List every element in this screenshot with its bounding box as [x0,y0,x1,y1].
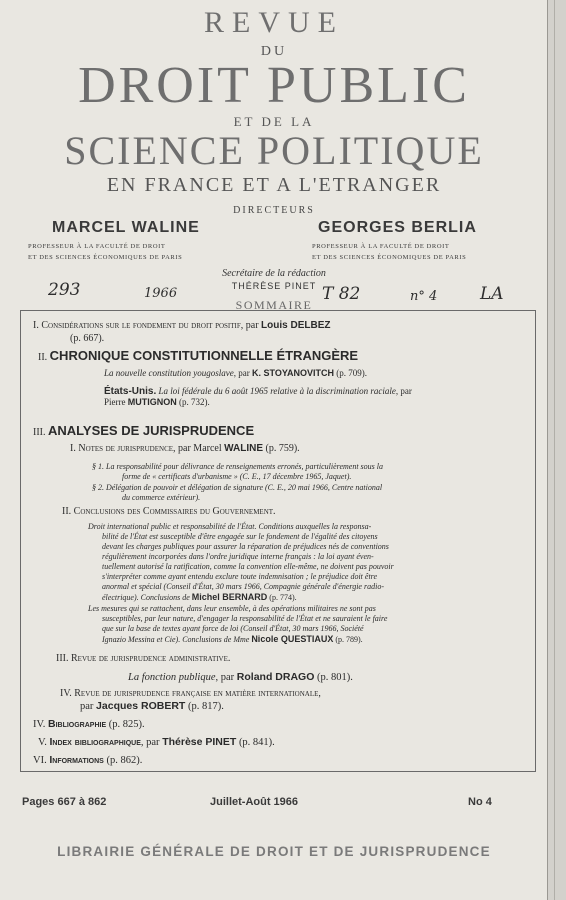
footer-date: Juillet-Août 1966 [210,796,299,808]
toc-entry: II. Conclusions des Commissaires du Gouvernement. [62,506,276,517]
masthead-revue: REVUE [204,6,344,39]
directeurs-label: DIRECTEURS [233,205,315,216]
director-name-waline: MARCEL WALINE [52,219,200,236]
toc-subentry: s'interpréter comme ayant entendu exclure toute indemnisation ; le préjudice doit être [102,572,378,581]
handwritten-note: LA [480,284,504,304]
toc-entry: Pierre MUTIGNON (p. 732). [104,397,210,407]
secretary-label: Secrétaire de la rédaction [222,268,326,279]
toc-entry: États-Unis. La loi fédérale du 6 août 1965 relative à la discrimination raciale, par [104,386,412,397]
masthead-droit-public: DROIT PUBLIC [78,57,470,114]
toc-subentry: régulièrement incorporées dans l'ordre juridique interne français : la loi ayant éven- [102,552,374,561]
director-affiliation: ET DES SCIENCES ÉCONOMIQUES DE PARIS [312,254,467,261]
toc-subentry: tuellement autorisé la ratification, comme la convention elle-même, ne doivent pas pouvoir [102,562,394,571]
handwritten-note: n° 4 [410,289,438,304]
masthead-subtitle: EN FRANCE ET A L'ETRANGER [106,174,442,196]
director-name-berlia: GEORGES BERLIA [318,219,477,236]
toc-entry: III. Revue de jurisprudence administrative. [56,653,231,664]
masthead-science-politique: SCIENCE POLITIQUE [64,128,484,173]
sommaire-heading: SOMMAIRE [235,298,313,312]
toc-entry: IV. Revue de jurisprudence française en matière internationale, [60,688,321,699]
handwritten-note: T 82 [322,284,361,304]
director-affiliation: PROFESSEUR À LA FACULTÉ DE DROIT [28,243,166,250]
handwritten-note: 1966 [144,286,178,301]
toc-page: (p. 667). [70,333,105,344]
footer-issue-number: No 4 [468,796,492,808]
publisher-name: LIBRAIRIE GÉNÉRALE DE DROIT ET DE JURISPRUDENCE [57,844,491,859]
toc-subentry: devant les charges publiques pour assurer la réparation de préjudices nés de conventions [102,542,389,551]
footer-pages: Pages 667 à 862 [22,796,107,808]
masthead-et-de-la: ET DE LA [233,114,315,129]
toc-subentry: bilité de l'État est susceptible d'être engagée sur le fondement de l'égalité des citoyens [102,532,378,541]
director-affiliation: ET DES SCIENCES ÉCONOMIQUES DE PARIS [28,254,183,261]
toc-section: VI. Informations (p. 862). [33,754,143,766]
toc-section: II. CHRONIQUE CONSTITUTIONNELLE ÉTRANGÈRE [38,348,359,363]
toc-entry: La nouvelle constitution yougoslave, par K. STOYANOVITCH (p. 709). [104,368,367,378]
toc-subentry: Les mesures qui se rattachent, dans leur ensemble, à des opérations militaires ne sont pas [88,604,376,613]
toc-entry: par Jacques ROBERT (p. 817). [80,700,224,712]
director-affiliation: PROFESSEUR À LA FACULTÉ DE DROIT [312,243,450,250]
book-spine [547,0,566,900]
toc-entry: I. Notes de jurisprudence, par Marcel WALINE (p. 759). [70,443,300,454]
toc-section: IV. Bibliographie (p. 825). [33,718,145,730]
toc-subentry: anormal et spécial (Conseil d'État, 30 mars 1966, Compagnie générale d'énergie radio- [102,582,384,591]
toc-subentry: Droit international public et responsabilité de l'État. Conditions auxquelles la responsa- [88,522,372,531]
toc-subentry: susceptibles, par leur nature, d'engager la responsabilité de l'État et ne sauraient le faire [102,614,388,623]
toc-subentry: § 1. La responsabilité pour délivrance de renseignements erronés, particulièrement sous la [92,462,383,471]
masthead-du: DU [260,44,288,59]
toc-entry: I. Considérations sur le fondement du droit positif, par Louis DELBEZ [33,320,331,331]
toc-section: V. Index bibliographique, par Thérèse PINET (p. 841). [38,736,275,748]
handwritten-note: 293 [48,280,81,300]
toc-subentry: que sur la base de textes ayant force de loi (Conseil d'État, 30 mars 1966, Société [102,624,364,633]
toc-section: III. ANALYSES DE JURISPRUDENCE [33,423,255,438]
toc-subentry: électrique). Conclusions de Michel BERNARD (p. 774). [102,592,297,602]
toc-subentry: Ignazio Messina et Cie). Conclusions de Mme Nicole QUESTIAUX (p. 789). [102,634,363,644]
toc-entry: La fonction publique, par Roland DRAGO (p. 801). [128,671,353,683]
toc-subentry: § 2. Délégation de pouvoir et délégation de signature (C. E., 20 mai 1966, Centre national [92,483,383,492]
toc-subentry: du commerce extérieur). [122,493,201,502]
secretary-name: THÉRÈSE PINET [231,281,317,291]
toc-subentry: forme de « certificats d'urbanisme » (C. E., 17 décembre 1965, Jaquet). [122,472,352,481]
